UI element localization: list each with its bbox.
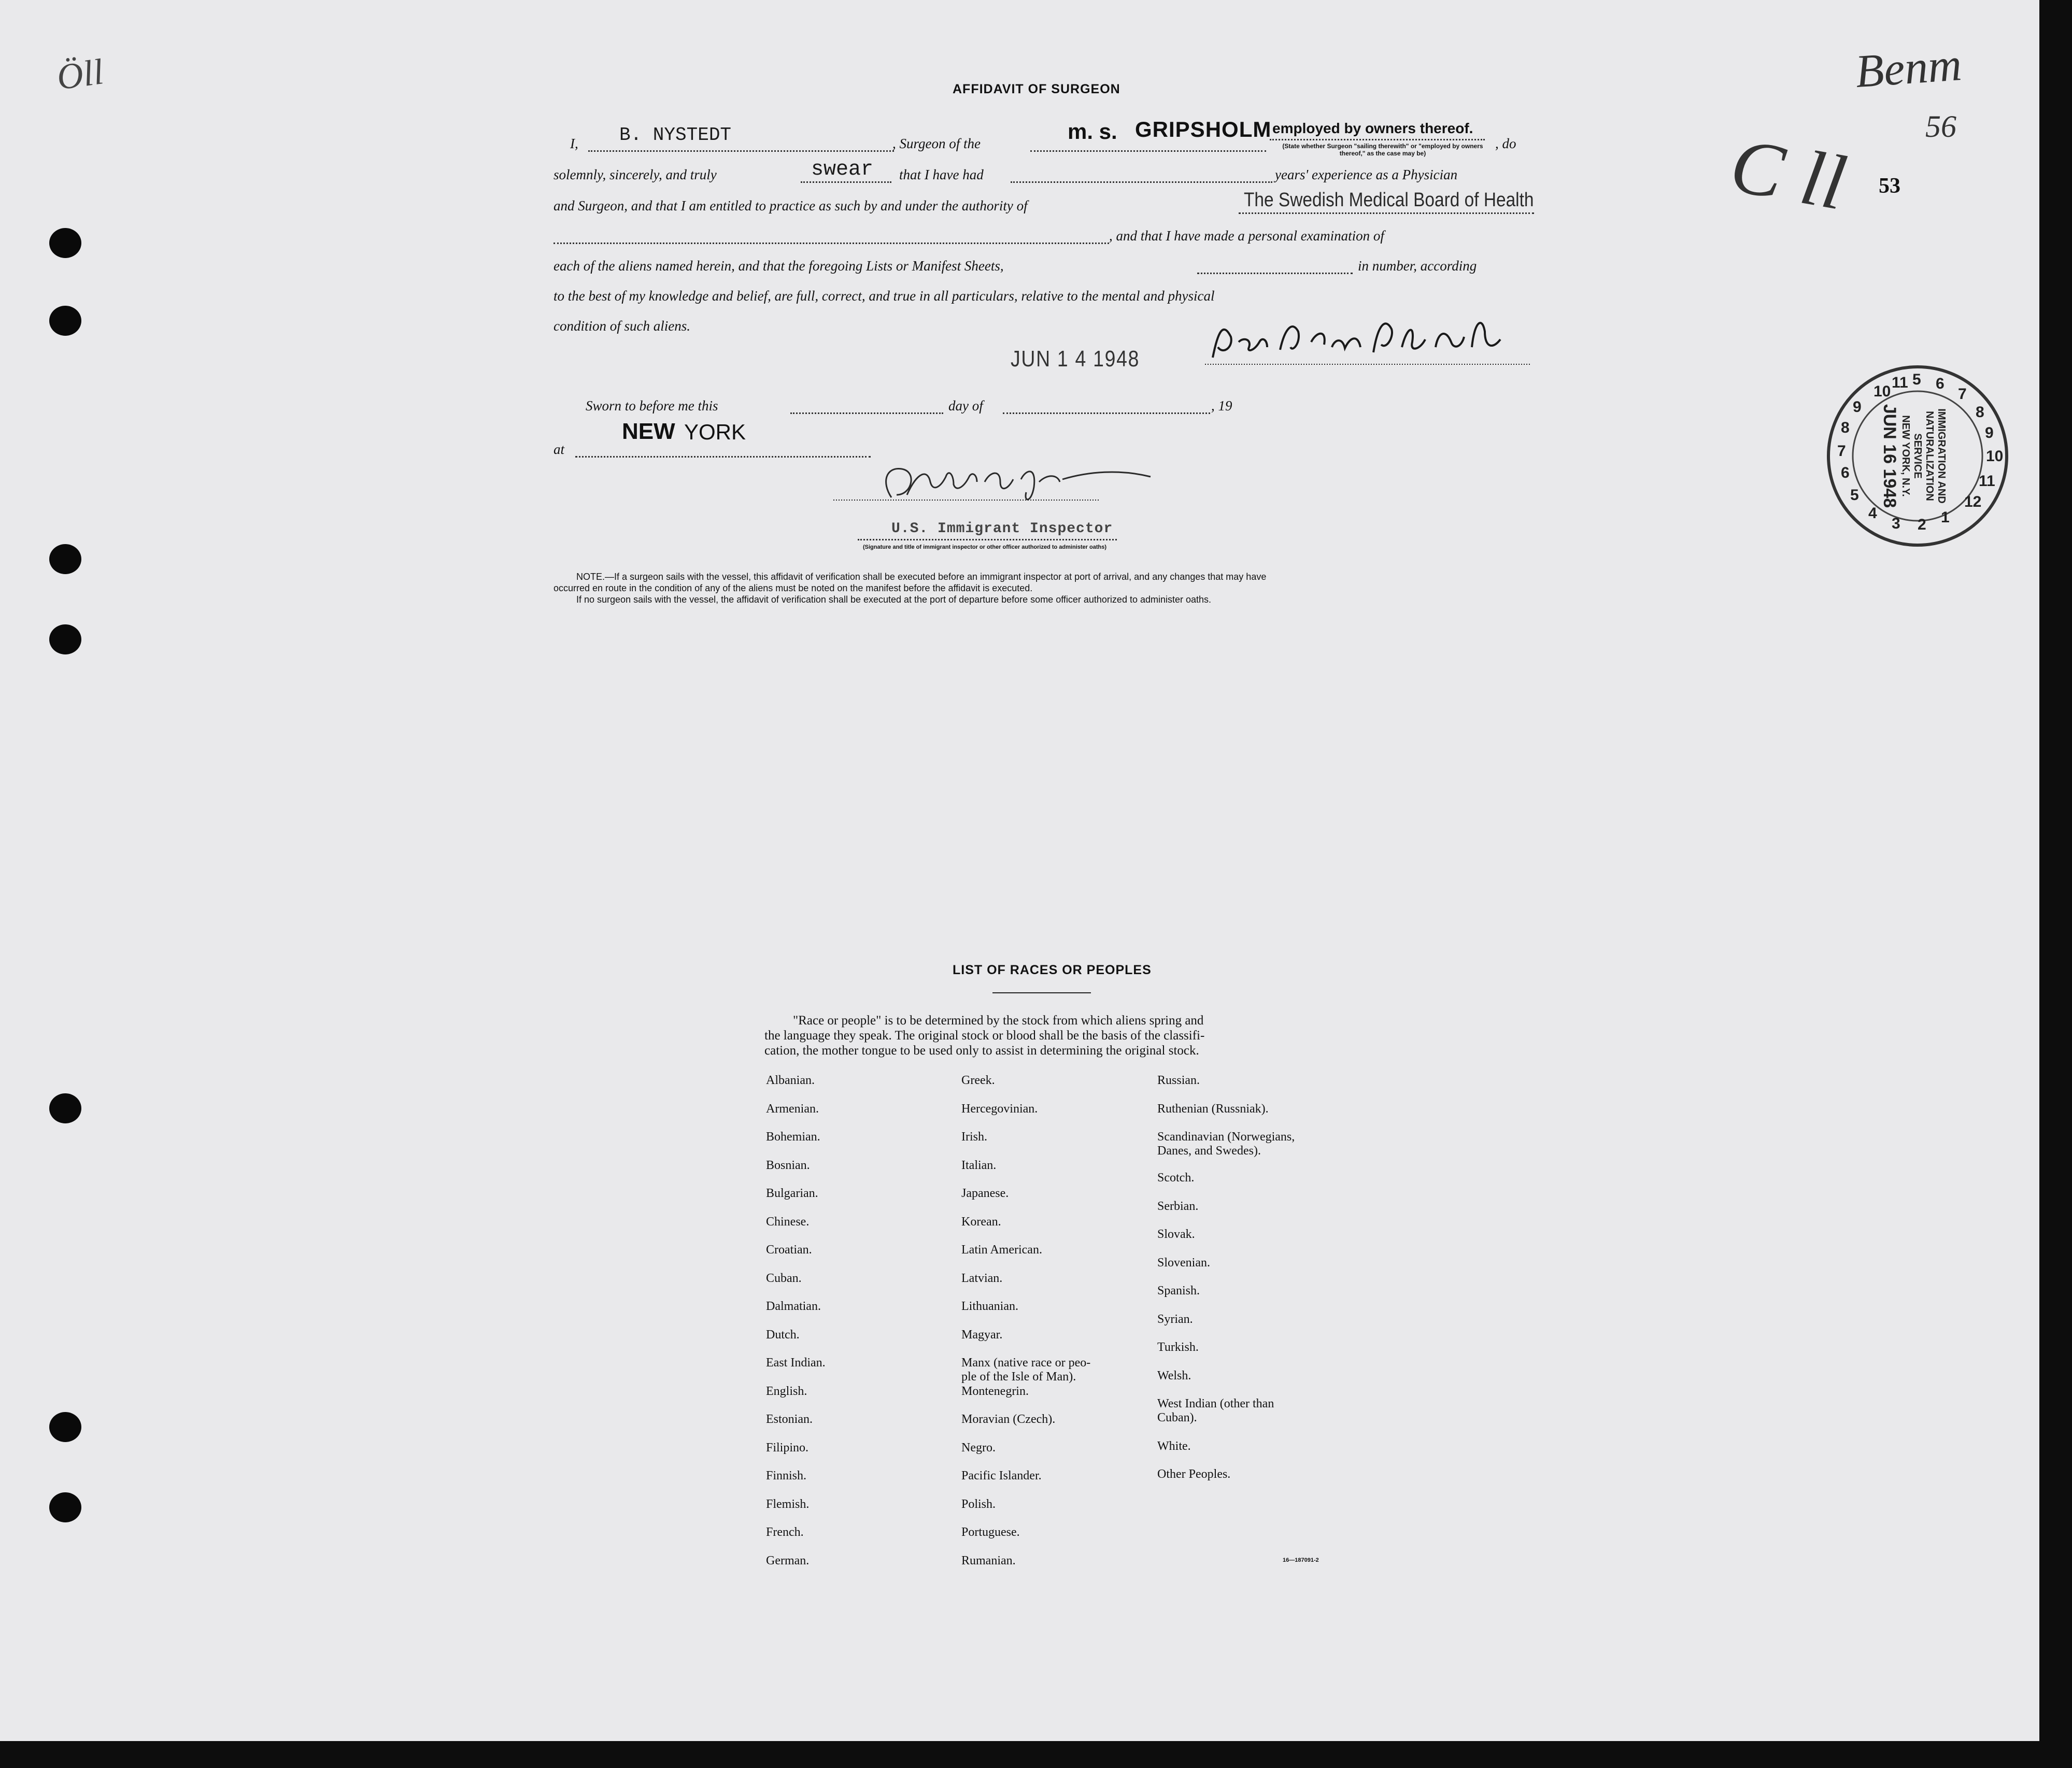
margin-mark-initials: C ll bbox=[1724, 122, 1852, 226]
svg-text:11: 11 bbox=[1892, 374, 1908, 391]
races-title-rule bbox=[992, 992, 1091, 993]
svg-text:6: 6 bbox=[1936, 375, 1945, 392]
affidavit-do: , do bbox=[1495, 136, 1516, 151]
affidavit-line5-text1: each of the aliens named herein, and that the foregoing Lists or Manifest Sheets, bbox=[554, 258, 1004, 274]
name-field-line bbox=[588, 150, 894, 152]
inspector-title: U.S. Immigrant Inspector bbox=[891, 521, 1113, 537]
punch-hole bbox=[49, 544, 81, 574]
race-list-item: Estonian. bbox=[766, 1413, 813, 1426]
vessel-name-text: GRIPSHOLM bbox=[1135, 117, 1272, 141]
race-list-item: Armenian. bbox=[766, 1102, 819, 1116]
affidavit-title: AFFIDAVIT OF SURGEON bbox=[953, 82, 1120, 96]
race-list-item: Turkish. bbox=[1157, 1341, 1199, 1354]
affidavit-line6: to the best of my knowledge and belief, are full, correct, and true in all particulars, relative to the mental and physical bbox=[554, 288, 1215, 304]
race-list-item: Serbian. bbox=[1157, 1200, 1199, 1213]
vessel-field-line bbox=[1030, 150, 1266, 152]
svg-text:3: 3 bbox=[1892, 515, 1900, 532]
scan-border-right bbox=[2039, 0, 2072, 1768]
svg-text:8: 8 bbox=[1976, 404, 1984, 421]
race-list-item: Russian. bbox=[1157, 1074, 1200, 1087]
stamp-line-2: IMMIGRATION AND bbox=[1936, 408, 1947, 504]
race-list-item: Pacific Islander. bbox=[961, 1469, 1042, 1482]
punch-hole bbox=[49, 624, 81, 654]
race-list-item: Rumanian. bbox=[961, 1554, 1016, 1567]
margin-mark-top-right: Benm bbox=[1853, 38, 1964, 98]
place-new: NEW bbox=[622, 419, 675, 444]
race-list-item: Latin American. bbox=[961, 1243, 1042, 1257]
race-list-item: German. bbox=[766, 1554, 810, 1567]
races-intro-1: "Race or people" is to be determined by the stock from which aliens spring and bbox=[793, 1014, 1204, 1028]
svg-text:12: 12 bbox=[1964, 493, 1982, 510]
race-list-item: Dutch. bbox=[766, 1328, 800, 1342]
stamp-line-1: JUN 16 1948 bbox=[1880, 404, 1899, 508]
stamp-line-5: NEW YORK, N.Y. bbox=[1900, 415, 1911, 497]
race-list-item: Italian. bbox=[961, 1159, 997, 1172]
oath-field-line bbox=[801, 181, 891, 183]
sheets-field-line bbox=[1197, 273, 1353, 274]
race-list-item: Latvian. bbox=[961, 1272, 1003, 1285]
surgeon-of-the-label: , Surgeon of the bbox=[892, 136, 981, 151]
race-list-item: Montenegrin. bbox=[961, 1385, 1029, 1398]
authority-field-line bbox=[1239, 212, 1534, 214]
at-field-line bbox=[575, 456, 871, 458]
race-list-item: Hercegovinian. bbox=[961, 1102, 1038, 1116]
margin-mark-top-left: Öll bbox=[54, 52, 106, 98]
races-list-title: LIST OF RACES OR PEOPLES bbox=[953, 963, 1152, 977]
race-list-item: Negro. bbox=[961, 1441, 996, 1455]
races-intro-2: the language they speak. The original stock or blood shall be the basis of the classifi- bbox=[764, 1029, 1205, 1043]
surgeon-signature bbox=[1202, 311, 1534, 368]
margin-mark-number: 56 bbox=[1925, 109, 1956, 144]
race-list-item: Irish. bbox=[961, 1130, 987, 1144]
place-york: YORK bbox=[684, 420, 746, 444]
race-list-item: Bulgarian. bbox=[766, 1187, 818, 1200]
race-list-item: English. bbox=[766, 1385, 807, 1398]
race-list-item: Flemish. bbox=[766, 1498, 810, 1511]
race-list-item: Moravian (Czech). bbox=[961, 1413, 1056, 1426]
punch-hole bbox=[49, 228, 81, 258]
race-list-item: Greek. bbox=[961, 1074, 995, 1087]
employed-field-line bbox=[1270, 139, 1485, 140]
authority-field-line-2 bbox=[554, 243, 1109, 244]
scan-border-bottom bbox=[0, 1741, 2072, 1768]
svg-text:7: 7 bbox=[1837, 443, 1846, 460]
date-stamp: JUN 1 4 1948 bbox=[1011, 346, 1140, 372]
punch-hole bbox=[49, 1093, 81, 1123]
vessel-name bbox=[1068, 119, 1117, 144]
race-list-item: West Indian (other than bbox=[1157, 1397, 1274, 1410]
sworn-year: , 19 bbox=[1211, 398, 1232, 414]
stamp-line-3: NATURALIZATION bbox=[1924, 411, 1935, 501]
affidavit-line2-text2: that I have had bbox=[899, 167, 984, 182]
race-list-item: Spanish. bbox=[1157, 1284, 1200, 1298]
at-label: at bbox=[554, 441, 565, 457]
races-intro-3: cation, the mother tongue to be used only to assist in determining the original stock. bbox=[764, 1044, 1199, 1058]
affidavit-line3-text: and Surgeon, and that I am entitled to practice as such by and under the authority of bbox=[554, 198, 1028, 213]
race-list-item: Finnish. bbox=[766, 1469, 807, 1482]
race-list-item: Japanese. bbox=[961, 1187, 1009, 1200]
page-number: 53 bbox=[1879, 174, 1900, 198]
race-list-item: Magyar. bbox=[961, 1328, 1003, 1342]
sworn-month-line bbox=[1003, 412, 1210, 414]
svg-text:2: 2 bbox=[1918, 516, 1926, 533]
inspector-signature bbox=[829, 451, 1202, 508]
affidavit-line7: condition of such aliens. bbox=[554, 318, 690, 334]
race-list-item: Manx (native race or peo- bbox=[961, 1356, 1091, 1370]
race-list-item: Danes, and Swedes). bbox=[1157, 1144, 1261, 1158]
affidavit-i: I, bbox=[570, 136, 578, 151]
race-list-item: Dalmatian. bbox=[766, 1300, 821, 1313]
punch-hole bbox=[49, 1412, 81, 1442]
authority-name: The Swedish Medical Board of Health bbox=[1244, 189, 1534, 211]
race-list-item: Bosnian. bbox=[766, 1159, 810, 1172]
affidavit-note-1: NOTE.—If a surgeon sails with the vessel, this affidavit of verification shall be executed before an immigrant inspector at port of arrival, and any changes that may have bbox=[576, 572, 1267, 582]
race-list-item: Portuguese. bbox=[961, 1525, 1020, 1539]
race-list-item: Other Peoples. bbox=[1157, 1467, 1231, 1481]
inspector-title-line bbox=[858, 539, 1117, 540]
race-list-item: Chinese. bbox=[766, 1215, 810, 1229]
affidavit-note-3: If no surgeon sails with the vessel, the affidavit of verification shall be executed at the port of departure before some officer authorized to administer oaths. bbox=[576, 594, 1212, 605]
svg-text:5: 5 bbox=[1912, 371, 1921, 388]
race-list-item: Ruthenian (Russniak). bbox=[1157, 1102, 1269, 1116]
sworn-day-of: day of bbox=[948, 398, 983, 414]
surgeon-name: B. NYSTEDT bbox=[619, 124, 732, 146]
race-list-item: Cuban). bbox=[1157, 1411, 1197, 1424]
affidavit-line2-text3: years' experience as a Physician bbox=[1275, 167, 1458, 182]
race-list-item: Scotch. bbox=[1157, 1171, 1195, 1185]
race-list-item: French. bbox=[766, 1525, 804, 1539]
punch-hole bbox=[49, 306, 81, 336]
sworn-day-line bbox=[790, 412, 943, 414]
round-date-stamp bbox=[1824, 363, 2011, 549]
race-list-item: Filipino. bbox=[766, 1441, 809, 1455]
race-list-item: Syrian. bbox=[1157, 1313, 1193, 1326]
svg-text:9: 9 bbox=[1985, 424, 1994, 441]
svg-text:1: 1 bbox=[1941, 509, 1950, 526]
form-number: 16—187091-2 bbox=[1283, 1557, 1319, 1563]
race-list-item: Bohemian. bbox=[766, 1130, 820, 1144]
race-list-item: Welsh. bbox=[1157, 1369, 1191, 1382]
race-list-item: Scandinavian (Norwegians, bbox=[1157, 1130, 1295, 1144]
punch-hole bbox=[49, 1492, 81, 1522]
state-note: (State whether Surgeon "sailing therewith" or "employed by owners thereof," as the case may be) bbox=[1282, 142, 1483, 157]
race-list-item: White. bbox=[1157, 1439, 1191, 1453]
oath-word: swear bbox=[811, 158, 874, 181]
svg-text:7: 7 bbox=[1958, 386, 1967, 403]
sworn-text: Sworn to before me this bbox=[586, 398, 718, 414]
svg-text:11: 11 bbox=[1979, 473, 1995, 490]
race-list-item: Albanian. bbox=[766, 1074, 815, 1087]
race-list-item: ple of the Isle of Man). bbox=[961, 1370, 1076, 1384]
svg-text:10: 10 bbox=[1874, 383, 1891, 400]
inspector-caption: (Signature and title of immigrant inspector or other officer authorized to administer oaths) bbox=[863, 544, 1106, 550]
stamp-line-4: SERVICE bbox=[1912, 433, 1923, 479]
race-list-item: Slovenian. bbox=[1157, 1256, 1210, 1270]
svg-text:4: 4 bbox=[1868, 505, 1877, 522]
race-list-item: Cuban. bbox=[766, 1272, 802, 1285]
race-list-item: Lithuanian. bbox=[961, 1300, 1018, 1313]
employed-clause: employed by owners thereof. bbox=[1272, 120, 1473, 136]
race-list-item: Croatian. bbox=[766, 1243, 812, 1257]
race-list-item: Korean. bbox=[961, 1215, 1001, 1229]
race-list-item: East Indian. bbox=[766, 1356, 826, 1370]
svg-text:6: 6 bbox=[1841, 464, 1850, 481]
affidavit-note-2: occurred en route in the condition of any of the aliens must be noted on the manifest before the affidavit is executed. bbox=[554, 583, 1033, 593]
affidavit-line5-text2: in number, according bbox=[1358, 258, 1477, 274]
vessel-prefix: m. s. bbox=[1068, 119, 1117, 144]
race-list-item: Polish. bbox=[961, 1498, 996, 1511]
race-list-item: Slovak. bbox=[1157, 1228, 1195, 1241]
svg-text:8: 8 bbox=[1841, 419, 1850, 436]
years-field-line bbox=[1011, 181, 1272, 183]
affidavit-line4: , and that I have made a personal examination of bbox=[1109, 228, 1384, 244]
svg-text:9: 9 bbox=[1853, 398, 1862, 416]
svg-text:10: 10 bbox=[1986, 448, 2004, 465]
affidavit-line2-text1: solemnly, sincerely, and truly bbox=[554, 167, 717, 182]
svg-text:5: 5 bbox=[1850, 487, 1859, 504]
